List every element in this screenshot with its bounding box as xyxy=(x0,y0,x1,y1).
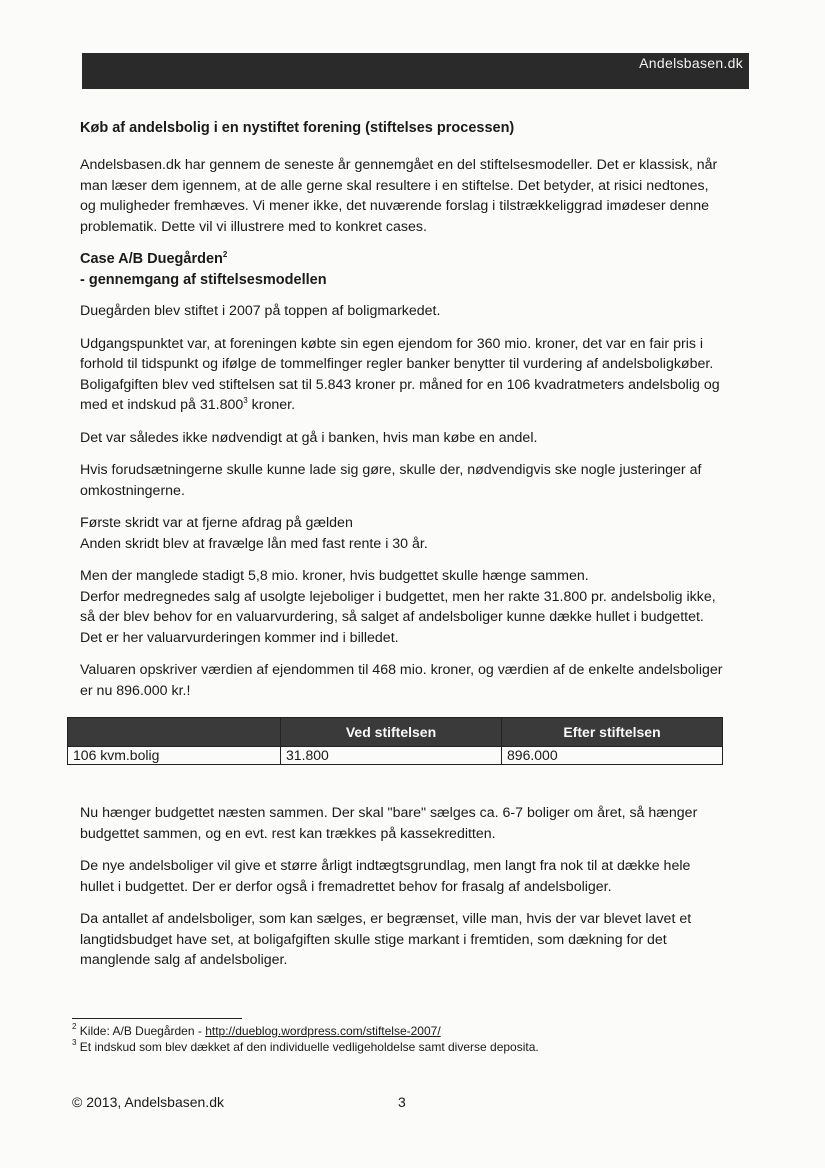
table-row xyxy=(68,747,723,765)
case-heading-line1: Case A/B Duegården xyxy=(80,251,223,267)
paragraph-6-line1: Men der manglede stadigt 5,8 mio. kroner, hvis budgettet skulle hænge sammen. xyxy=(80,568,589,584)
footer-copyright: © 2013, Andelsbasen.dk xyxy=(72,1094,224,1110)
footnote-2-link[interactable]: http://dueblog.wordpress.com/stiftelse-2007/ xyxy=(205,1024,441,1038)
table-header-efter-stiftelsen: Efter stiftelsen xyxy=(502,718,723,747)
footnote-2-number: 2 xyxy=(72,1022,77,1031)
footnotes xyxy=(72,1018,732,1055)
paragraph-6-rest: Derfor medregnedes salg af usolgte lejeboliger i budgettet, men her rakte 31.800 pr. andelsbolig ikke, så der blev behov for en valuarvurdering, så salget af andelsboliger kunne dække hullet i budgettet. Det er her valuarvurderingen kommer ind i billedet. xyxy=(80,588,716,646)
header-brand: Andelsbasen.dk xyxy=(639,55,743,71)
page-title: Køb af andelsbolig i en nystiftet forening (stiftelses processen) xyxy=(80,120,515,136)
paragraph-10: Da antallet af andelsboliger, som kan sælges, er begrænset, ville man, hvis der var blevet lavet et langtidsbudget have set, at boligafgiften skulle stige markant i fremtiden, som dækning for det manglende salg af andelsboliger. xyxy=(80,911,692,968)
page-number: 3 xyxy=(398,1094,406,1110)
paragraph-7: Valuaren opskriver værdien af ejendommen til 468 mio. kroner, og værdien af de enkelte andelsboliger er nu 896.000 kr.! xyxy=(80,662,723,699)
paragraph-2 xyxy=(80,334,725,416)
paragraph-6 xyxy=(80,566,725,648)
case-heading xyxy=(80,249,725,291)
main-content xyxy=(73,120,725,983)
paragraph-5-line1: Første skridt var at fjerne afdrag på gælden xyxy=(80,515,353,531)
footnote-3-text: Et indskud som blev dækket af den individuelle vedligeholdelse samt diverse deposita. xyxy=(76,1040,539,1054)
valuation-table xyxy=(67,717,723,765)
footnote-divider xyxy=(72,1018,242,1019)
table-cell-ved: 31.800 xyxy=(281,747,502,765)
table-cell-label: 106 kvm.bolig xyxy=(68,747,281,765)
footnote-3 xyxy=(72,1039,732,1055)
case-heading-line2: - gennemgang af stiftelsesmodellen xyxy=(80,272,327,288)
paragraph-2-end: kroner. xyxy=(247,397,296,413)
case-heading-footnote-ref: 2 xyxy=(222,250,228,259)
footnote-3-number: 3 xyxy=(72,1038,77,1047)
paragraph-8: Nu hænger budgettet næsten sammen. Der skal "bare" sælges ca. 6-7 boliger om året, så hænger budgettet sammen, og en evt. rest kan trækkes på kassekreditten. xyxy=(80,805,698,842)
paragraph-9: De nye andelsboliger vil give et større årligt indtægtsgrundlag, men langt fra nok til at dække hele hullet i budgettet. Der er derfor også i fremadrettet behov for frasalg af andelsboliger. xyxy=(80,858,691,895)
paragraph-4: Hvis forudsætningerne skulle kunne lade sig gøre, skulle der, nødvendigvis ske nogle justeringer af omkostningerne. xyxy=(80,462,702,499)
paragraph-5 xyxy=(80,513,725,554)
table-header-blank xyxy=(68,718,281,747)
header-banner xyxy=(82,53,749,89)
table-header-ved-stiftelsen: Ved stiftelsen xyxy=(281,718,502,747)
footnote-2-text: Kilde: A/B Duegården - xyxy=(76,1024,206,1038)
paragraph-2-footnote-ref: 3 xyxy=(243,396,248,405)
table-cell-efter: 896.000 xyxy=(502,747,723,765)
paragraph-1: Duegården blev stiftet i 2007 på toppen af boligmarkedet. xyxy=(80,303,441,319)
paragraph-5-line2: Anden skridt blev at fravælge lån med fast rente i 30 år. xyxy=(80,535,428,552)
footnote-2 xyxy=(72,1023,732,1039)
table-header-row xyxy=(68,718,723,747)
paragraph-3: Det var således ikke nødvendigt at gå i banken, hvis man købe en andel. xyxy=(80,429,538,446)
paragraph-2-text: Udgangspunktet var, at foreningen købte sin egen ejendom for 360 mio. kroner, det var en fair pris i forhold til tidspunkt og ifølge de tommelfinger regler banker benytter til vurdering af andelsboligkøber. Boligafgiften blev ved stiftelsen sat til 5.843 kroner pr. måned for en 106 kvadratmeters andelsbolig og med et indskud på 31.800 xyxy=(80,335,720,413)
intro-paragraph: Andelsbasen.dk har gennem de seneste år gennemgået en del stiftelsesmodeller. Det er klassisk, når man læser dem igennem, at de alle gerne skal resultere i en stiftelse. Det betyder, at risici nedtones, og muligheder fremhæves. Vi mener ikke, det nuværende forslag i tilstrækkeliggrad imødeser denne problematik. Dette vil vi illustrere med to konkret cases. xyxy=(80,157,718,235)
